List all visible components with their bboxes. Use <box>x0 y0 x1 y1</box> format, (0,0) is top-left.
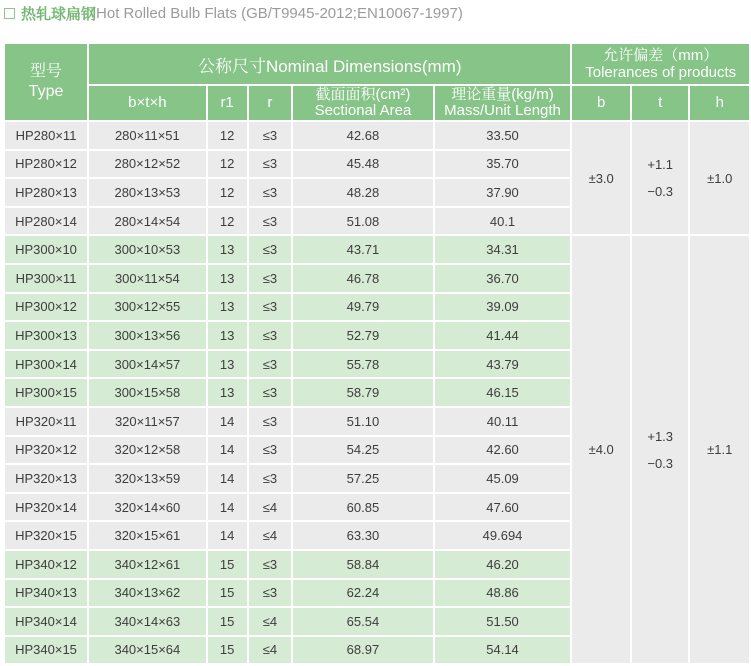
r-cell: ≤3 <box>249 465 292 492</box>
mass-cell: 49.694 <box>435 522 571 549</box>
bth-cell: 320×12×58 <box>89 437 206 464</box>
type-header-en: Type <box>28 83 64 100</box>
area-cell: 51.08 <box>293 208 432 235</box>
type-cell: HP300×10 <box>5 236 87 263</box>
r1-cell: 12 <box>208 179 247 206</box>
r1-cell: 14 <box>208 465 247 492</box>
r1-cell: 12 <box>208 122 247 149</box>
r-cell: ≤3 <box>249 408 292 435</box>
tolerance-header-cn: 允许偏差（mm） <box>603 47 719 64</box>
area-cell: 46.78 <box>293 265 432 292</box>
bth-cell: 300×14×57 <box>89 351 206 378</box>
r-cell: ≤3 <box>249 294 292 321</box>
r-cell: ≤3 <box>249 379 292 406</box>
mass-cell: 54.14 <box>435 637 571 664</box>
mass-cell: 45.09 <box>435 465 571 492</box>
area-cell: 55.78 <box>293 351 432 378</box>
bth-cell: 320×14×60 <box>89 494 206 521</box>
tolerance-header <box>572 44 749 84</box>
area-cell: 65.54 <box>293 608 432 635</box>
area-cell: 63.30 <box>293 522 432 549</box>
col-t-header: t <box>632 86 689 120</box>
col-bth-header: b×t×h <box>89 86 206 120</box>
mass-cell: 40.1 <box>435 208 571 235</box>
mass-cell: 47.60 <box>435 494 571 521</box>
bth-cell: 320×15×61 <box>89 522 206 549</box>
type-cell: HP320×12 <box>5 437 87 464</box>
mass-cell: 33.50 <box>435 122 571 149</box>
mass-cell: 41.44 <box>435 322 571 349</box>
r-cell: ≤4 <box>249 494 292 521</box>
mass-cell: 48.86 <box>435 580 571 607</box>
bulb-flats-table <box>3 42 751 665</box>
bth-cell: 340×14×63 <box>89 608 206 635</box>
bth-cell: 280×11×51 <box>89 122 206 149</box>
area-cell: 58.79 <box>293 379 432 406</box>
col-b-header: b <box>572 86 630 120</box>
r1-cell: 13 <box>208 236 247 263</box>
type-cell: HP280×11 <box>5 122 87 149</box>
mass-header-en: Mass/Unit Length <box>444 102 561 119</box>
r-cell: ≤3 <box>249 551 292 578</box>
r-cell: ≤3 <box>249 351 292 378</box>
table-body <box>5 122 749 663</box>
area-header-en: Sectional Area <box>314 102 412 119</box>
area-cell: 49.79 <box>293 294 432 321</box>
r-cell: ≤3 <box>249 265 292 292</box>
mass-cell: 36.70 <box>435 265 571 292</box>
tolerance-t-plus: +1.1 <box>647 157 674 173</box>
type-cell: HP340×14 <box>5 608 87 635</box>
mass-cell: 43.79 <box>435 351 571 378</box>
type-cell: HP300×14 <box>5 351 87 378</box>
bth-cell: 300×10×53 <box>89 236 206 263</box>
bth-cell: 340×12×61 <box>89 551 206 578</box>
r-cell: ≤3 <box>249 322 292 349</box>
area-cell: 42.68 <box>293 122 432 149</box>
tolerance-t-values <box>632 157 689 199</box>
area-cell: 62.24 <box>293 580 432 607</box>
r-cell: ≤3 <box>249 580 292 607</box>
tolerance-b-cell: ±4.0 <box>572 236 630 663</box>
table-row <box>5 122 749 149</box>
r-cell: ≤3 <box>249 122 292 149</box>
area-cell: 58.84 <box>293 551 432 578</box>
area-cell: 60.85 <box>293 494 432 521</box>
type-cell: HP320×11 <box>5 408 87 435</box>
bth-cell: 340×15×64 <box>89 637 206 664</box>
mass-cell: 40.11 <box>435 408 571 435</box>
bth-cell: 300×15×58 <box>89 379 206 406</box>
r1-cell: 15 <box>208 608 247 635</box>
mass-cell: 46.15 <box>435 379 571 406</box>
type-cell: HP280×12 <box>5 151 87 178</box>
col-h-header: h <box>690 86 749 120</box>
tolerance-t-cell <box>632 122 689 234</box>
area-cell: 51.10 <box>293 408 432 435</box>
r-cell: ≤4 <box>249 637 292 664</box>
tolerance-t-minus: −0.3 <box>647 184 674 200</box>
r-cell: ≤4 <box>249 608 292 635</box>
mass-header <box>435 86 571 120</box>
tolerance-t-cell <box>632 236 689 663</box>
mass-cell: 46.20 <box>435 551 571 578</box>
r1-cell: 12 <box>208 208 247 235</box>
r1-cell: 13 <box>208 351 247 378</box>
mass-cell: 35.70 <box>435 151 571 178</box>
type-cell: HP320×13 <box>5 465 87 492</box>
r-cell: ≤3 <box>249 208 292 235</box>
tolerance-t-plus: +1.3 <box>647 428 674 444</box>
area-cell: 52.79 <box>293 322 432 349</box>
r1-cell: 15 <box>208 580 247 607</box>
tolerance-header-en: Tolerances of products <box>585 64 737 81</box>
r1-cell: 14 <box>208 408 247 435</box>
table-row <box>5 236 749 263</box>
title-bar <box>0 0 751 26</box>
r1-cell: 13 <box>208 265 247 292</box>
title-en: Hot Rolled Bulb Flats (GB/T9945-2012;EN10067-1997) <box>96 4 463 22</box>
r1-cell: 14 <box>208 494 247 521</box>
type-cell: HP300×11 <box>5 265 87 292</box>
area-cell: 43.71 <box>293 236 432 263</box>
checkbox-icon[interactable] <box>4 8 15 19</box>
bth-cell: 340×13×62 <box>89 580 206 607</box>
mass-cell: 51.50 <box>435 608 571 635</box>
type-cell: HP280×14 <box>5 208 87 235</box>
mass-header-cn: 理论重量(kg/m) <box>451 86 554 103</box>
tolerance-t-values <box>632 429 689 471</box>
r1-cell: 15 <box>208 551 247 578</box>
mass-cell: 37.90 <box>435 179 571 206</box>
nominal-header: 公称尺寸Nominal Dimensions(mm) <box>89 44 570 84</box>
tolerance-b-cell: ±3.0 <box>572 122 630 234</box>
tolerance-h-cell: ±1.0 <box>690 122 749 234</box>
type-cell: HP340×15 <box>5 637 87 664</box>
type-cell: HP300×12 <box>5 294 87 321</box>
tolerance-h-cell: ±1.1 <box>690 236 749 663</box>
bth-cell: 320×13×59 <box>89 465 206 492</box>
mass-cell: 42.60 <box>435 437 571 464</box>
r1-cell: 14 <box>208 437 247 464</box>
bth-cell: 280×13×53 <box>89 179 206 206</box>
area-cell: 45.48 <box>293 151 432 178</box>
bth-cell: 280×12×52 <box>89 151 206 178</box>
type-cell: HP320×15 <box>5 522 87 549</box>
type-cell: HP300×15 <box>5 379 87 406</box>
area-cell: 57.25 <box>293 465 432 492</box>
tolerance-t-minus: −0.3 <box>647 455 674 471</box>
mass-cell: 39.09 <box>435 294 571 321</box>
type-cell: HP320×14 <box>5 494 87 521</box>
r-cell: ≤4 <box>249 522 292 549</box>
r1-cell: 14 <box>208 522 247 549</box>
area-header <box>293 86 432 120</box>
bth-cell: 320×11×57 <box>89 408 206 435</box>
mass-cell: 34.31 <box>435 236 571 263</box>
area-cell: 68.97 <box>293 637 432 664</box>
bth-cell: 300×12×55 <box>89 294 206 321</box>
area-cell: 48.28 <box>293 179 432 206</box>
type-header <box>5 44 87 120</box>
r1-cell: 13 <box>208 322 247 349</box>
r1-cell: 13 <box>208 294 247 321</box>
type-cell: HP300×13 <box>5 322 87 349</box>
type-cell: HP340×13 <box>5 580 87 607</box>
r-cell: ≤3 <box>249 151 292 178</box>
r-cell: ≤3 <box>249 236 292 263</box>
r1-cell: 12 <box>208 151 247 178</box>
area-header-cn: 截面面积(cm²) <box>315 86 411 103</box>
r-cell: ≤3 <box>249 437 292 464</box>
area-cell: 54.25 <box>293 437 432 464</box>
col-r-header: r <box>249 86 292 120</box>
type-cell: HP280×13 <box>5 179 87 206</box>
col-r1-header: r1 <box>208 86 247 120</box>
bth-cell: 280×14×54 <box>89 208 206 235</box>
bth-cell: 300×13×56 <box>89 322 206 349</box>
title-cn: 热轧球扁钢 <box>21 4 97 23</box>
r-cell: ≤3 <box>249 179 292 206</box>
type-header-cn: 型号 <box>30 63 63 80</box>
r1-cell: 13 <box>208 379 247 406</box>
bth-cell: 300×11×54 <box>89 265 206 292</box>
r1-cell: 15 <box>208 637 247 664</box>
type-cell: HP340×12 <box>5 551 87 578</box>
